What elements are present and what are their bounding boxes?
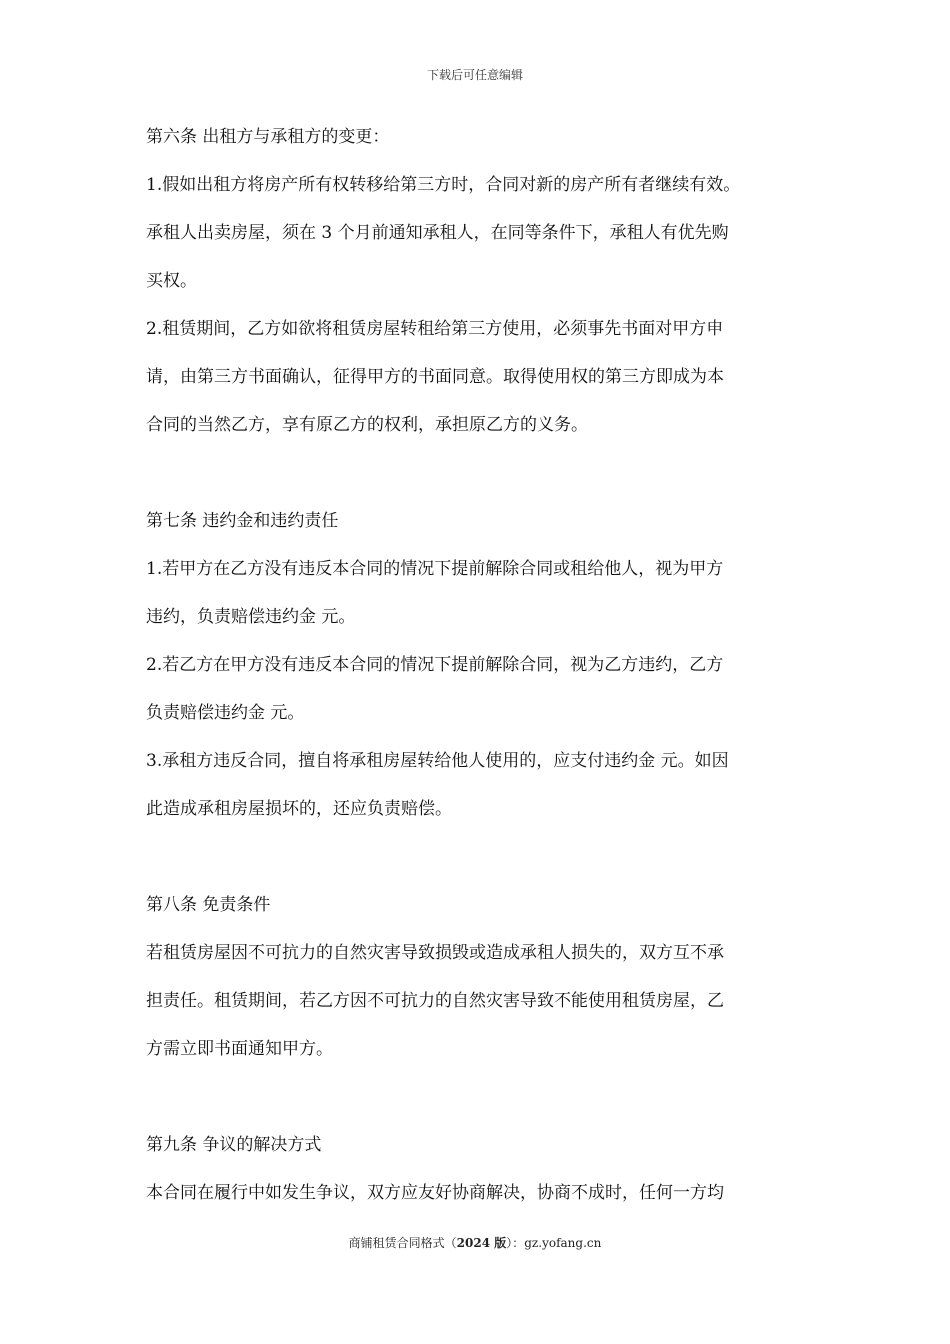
paragraph-line: 违约，负责赔偿违约金 元。 <box>146 607 356 627</box>
article-6 <box>146 122 814 458</box>
paragraph-line: 1.假如出租方将房产所有权转移给第三方时，合同对新的房产所有者继续有效。 <box>146 175 741 195</box>
paragraph-line: 承租人出卖房屋，须在 3 个月前通知承租人，在同等条件下，承租人有优先购 <box>146 223 729 243</box>
paragraph-line: 2.若乙方在甲方没有违反本合同的情况下提前解除合同，视为乙方违约，乙方 <box>146 655 724 675</box>
paragraph-line: 若租赁房屋因不可抗力的自然灾害导致损毁或造成承租人损失的，双方互不承 <box>146 943 724 963</box>
paragraph-line: 1.若甲方在乙方没有违反本合同的情况下提前解除合同或租给他人，视为甲方 <box>146 559 724 579</box>
paragraph-line: 此造成承租房屋损坏的，还应负责赔偿。 <box>146 799 452 819</box>
article-heading: 第九条 争议的解决方式 <box>146 1135 322 1155</box>
article-8 <box>146 890 814 1082</box>
paragraph-line: 担责任。租赁期间，若乙方因不可抗力的自然灾害导致不能使用租赁房屋，乙 <box>146 991 724 1011</box>
article-heading: 第八条 免责条件 <box>146 895 271 915</box>
page-footer <box>0 1234 950 1251</box>
article-heading: 第七条 违约金和违约责任 <box>146 511 339 531</box>
paragraph-line: 负责赔偿违约金 元。 <box>146 703 305 723</box>
document-body <box>146 122 814 1226</box>
section-gap <box>146 1082 814 1130</box>
section-gap <box>146 842 814 890</box>
footer-suffix: ）：gz.yofang.cn <box>506 1236 602 1250</box>
paragraph-line: 2.租赁期间，乙方如欲将租赁房屋转租给第三方使用，必须事先书面对甲方申 <box>146 319 724 339</box>
paragraph-line: 合同的当然乙方，享有原乙方的权利，承担原乙方的义务。 <box>146 415 588 435</box>
footer-prefix: 商铺租赁合同格式（ <box>348 1236 457 1250</box>
paragraph-line: 方需立即书面通知甲方。 <box>146 1039 333 1059</box>
footer-edition: 2024 版 <box>456 1236 507 1250</box>
paragraph-line: 3.承租方违反合同，擅自将承租房屋转给他人使用的，应支付违约金 元。如因 <box>146 751 729 771</box>
article-7 <box>146 506 814 842</box>
article-heading: 第六条 出租方与承租方的变更： <box>146 127 390 147</box>
paragraph-line: 本合同在履行中如发生争议，双方应友好协商解决，协商不成时，任何一方均 <box>146 1183 724 1203</box>
section-gap <box>146 458 814 506</box>
paragraph-line: 请，由第三方书面确认，征得甲方的书面同意。取得使用权的第三方即成为本 <box>146 367 724 387</box>
paragraph-line: 买权。 <box>146 271 197 291</box>
article-9 <box>146 1130 814 1226</box>
page-header: 下载后可任意编辑 <box>426 68 523 82</box>
